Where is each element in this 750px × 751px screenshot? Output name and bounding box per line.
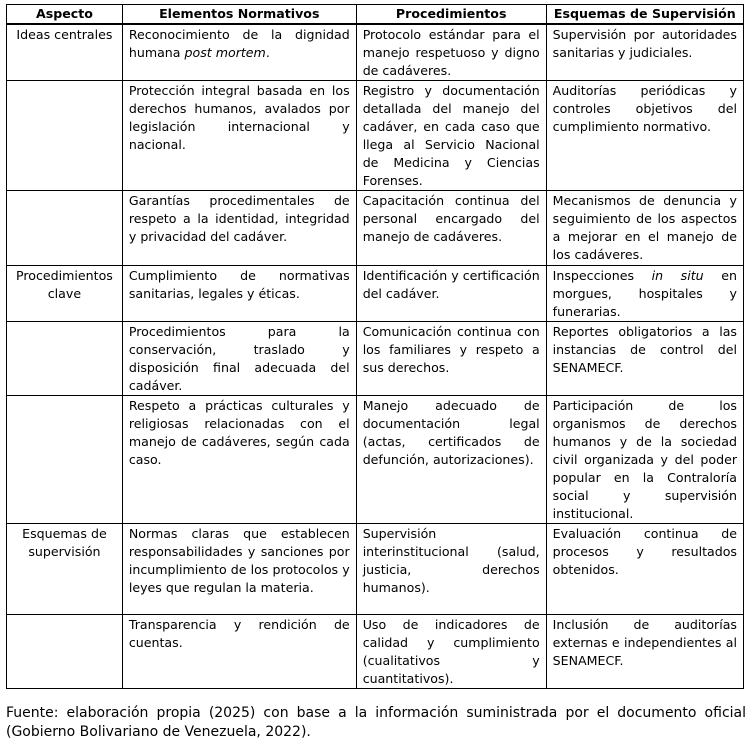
procedimientos-cell: Protocolo estándar para el manejo respetuoso y digno de cadáveres. [356,24,546,81]
supervision-cell: Evaluación continua de procesos y resultados obtenidos. [546,524,743,615]
procedimientos-cell: Uso de indicadores de calidad y cumplimiento (cualitativos y cuantitativos). [356,615,546,689]
table-row [7,615,744,689]
source-caption: Fuente: elaboración propia (2025) con base a la información suministrada por el documento oficial (Gobierno Bolivariano de Venezuela, 2022). [6,705,746,740]
supervision-text-end: en morgues, hospitales y funerarias. [552,268,737,319]
header-aspecto: Aspecto [7,5,123,25]
normative-table [6,4,744,689]
header-elementos-normativos: Elementos Normativos [122,5,356,25]
supervision-cell: Reportes obligatorios a las instancias de control del SENAMECF. [546,322,743,396]
procedimientos-cell: Comunicación continua con los familiares y respeto a sus derechos. [356,322,546,396]
supervision-italic-text: in situ [651,268,704,283]
normativos-cell: Garantías procedimentales de respeto a la identidad, integridad y privacidad del cadáver. [122,191,356,266]
normativos-text-end: . [265,45,270,60]
procedimientos-cell: Manejo adecuado de documentación legal (actas, certificados de defunción, autorizaciones). [356,396,546,524]
supervision-cell: Supervisión por autoridades sanitarias y judiciales. [546,24,743,81]
supervision-cell: Mecanismos de denuncia y seguimiento de los aspectos a mejorar en el manejo de los cadáveres. [546,191,743,266]
table-row [7,396,744,524]
procedimientos-cell: Capacitación continua del personal encargado del manejo de cadáveres. [356,191,546,266]
supervision-cell: Participación de los organismos de derechos humanos y de la sociedad civil organizada y del poder popular en la Contraloría social y supervisión institucional. [546,396,743,524]
table-row [7,266,744,322]
normativos-italic-text: post mortem [184,45,266,60]
table-row [7,24,744,81]
normativos-cell [122,24,356,81]
normativos-cell: Cumplimiento de normativas sanitarias, legales y éticas. [122,266,356,322]
aspect-cell: Ideas centrales [7,24,123,81]
supervision-text: Inspecciones [552,268,652,283]
normativos-cell: Procedimientos para la conservación, traslado y disposición final adecuada del cadáver. [122,322,356,396]
aspect-cell [7,615,123,689]
procedimientos-cell: Registro y documentación detallada del manejo del cadáver, en cada caso que llega al Servicio Nacional de Medicina y Ciencias Forenses. [356,81,546,191]
table-row [7,322,744,396]
header-procedimientos: Procedimientos [356,5,546,25]
aspect-cell [7,322,123,396]
normativos-cell: Normas claras que establecen responsabilidades y sanciones por incumplimiento de los protocolos y leyes que regulan la materia. [122,524,356,615]
table-header-row [7,5,744,25]
supervision-cell: Auditorías periódicas y controles objetivos del cumplimiento normativo. [546,81,743,191]
normativos-cell: Respeto a prácticas culturales y religiosas relacionadas con el manejo de cadáveres, según cada caso. [122,396,356,524]
supervision-cell: Inclusión de auditorías externas e independientes al SENAMECF. [546,615,743,689]
aspect-cell [7,396,123,524]
normativos-text: Reconocimiento de la dignidad humana [128,27,350,60]
aspect-cell: Procedimientos clave [7,266,123,322]
table-row [7,524,744,615]
table-row [7,81,744,191]
header-esquemas-supervision: Esquemas de Supervisión [546,5,743,25]
supervision-cell [546,266,743,322]
aspect-cell [7,81,123,191]
aspect-cell: Esquemas de supervisión [7,524,123,615]
normativos-cell: Protección integral basada en los derechos humanos, avalados por legislación internacional y nacional. [122,81,356,191]
procedimientos-cell: Supervisión interinstitucional (salud, justicia, derechos humanos). [356,524,546,615]
normativos-cell: Transparencia y rendición de cuentas. [122,615,356,689]
table-row [7,191,744,266]
aspect-cell [7,191,123,266]
procedimientos-cell: Identificación y certificación del cadáver. [356,266,546,322]
